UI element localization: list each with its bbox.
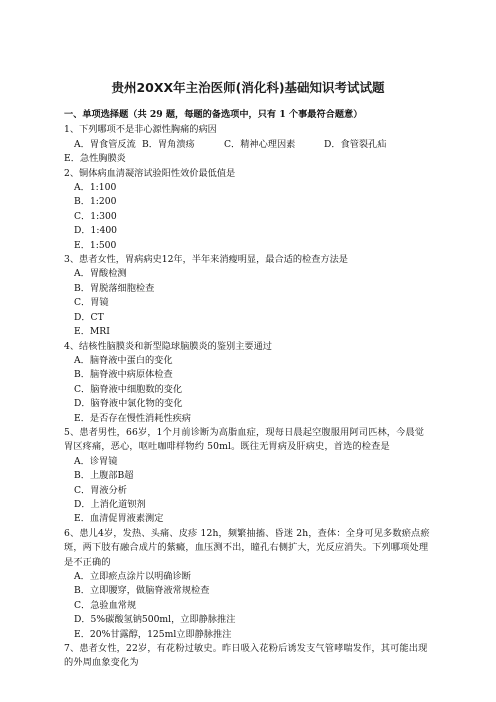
question-stem: 1、下列哪项不是非心源性胸痛的病因 bbox=[64, 124, 217, 136]
option-c: C．胃液分析 bbox=[74, 484, 127, 496]
question-stem: 3、患者女性，胃病病史12年，半年来消瘦明显，最合适的检查方法是 bbox=[64, 254, 348, 266]
question-2 bbox=[64, 167, 432, 253]
option-b: B．脑脊液中病原体检查 bbox=[74, 369, 173, 381]
option-e: E．1:500 bbox=[74, 239, 117, 251]
option-e: E．MRI bbox=[74, 326, 110, 338]
question-stem: 2、铜体病血清凝溶试验阳性效价最低值是 bbox=[64, 167, 236, 179]
option-a: A．1:100 bbox=[74, 182, 117, 194]
option-a: A．胃酸检测 bbox=[74, 268, 127, 280]
option-row bbox=[64, 138, 432, 152]
option-c: C．胃镜 bbox=[74, 297, 109, 309]
option-d: D．脑脊液中氯化物的变化 bbox=[74, 398, 183, 410]
option-d: D．CT bbox=[74, 311, 104, 323]
section-heading: 一、单项选择题（共 29 题，每题的备选项中，只有 1 个事最符合题意） bbox=[64, 109, 363, 120]
question-3 bbox=[64, 253, 432, 339]
option-d: D．1:400 bbox=[74, 225, 118, 237]
option-b: B．胃脱落细胞检查 bbox=[74, 282, 155, 294]
question-stem: 4、结核性脑膜炎和新型隐球脑膜炎的鉴别主要通过 bbox=[64, 340, 272, 352]
option-e: E．是否存在慢性消耗性疾病 bbox=[74, 412, 191, 424]
question-6 bbox=[64, 527, 432, 642]
option-b: B．立即腰穿，做脑脊液常规检查 bbox=[74, 585, 210, 597]
option-c: C．精神心理因素 bbox=[224, 138, 296, 150]
question-stem: 5、患者男性，66岁，1个月前诊断为高脂血症，现每日晨起空腹服用阿司匹林，今晨觉胃区疼痛，恶心，呕吐咖啡样物约 50ml。既往无胃病及肝病史，首选的检查是 bbox=[64, 426, 425, 453]
option-c: C．1:300 bbox=[74, 210, 117, 222]
option-d: D．5%碳酸氢钠500ml，立即静脉推注 bbox=[74, 614, 236, 626]
option-e: E．20%甘露醇，125ml立即静脉推注 bbox=[74, 628, 232, 640]
question-5 bbox=[64, 426, 432, 527]
option-d: D．食管裂孔疝 bbox=[324, 138, 387, 150]
option-b: B．胃角溃疡 bbox=[142, 138, 195, 150]
question-4 bbox=[64, 340, 432, 426]
option-e: E．急性胸膜炎 bbox=[64, 153, 126, 165]
option-a: A．立即瘀点涂片以明确诊断 bbox=[74, 571, 191, 582]
question-list bbox=[64, 108, 432, 671]
question-stem: 6、患儿4岁，发热、头痛、皮疹 12h，频繁抽搐、昏迷 2h，查体：全身可见多数瘀点瘀斑，两下肢有融合成片的紫癜，血压测不出，瞳孔右侧扩大，光反应消失。下列哪项处理是不正确的 bbox=[64, 527, 430, 568]
option-c: C．急验血常规 bbox=[74, 599, 137, 611]
option-a: A．胃食管反流 bbox=[74, 138, 136, 150]
option-a: A．诊胃镜 bbox=[74, 455, 118, 467]
option-e: E．血清促胃液素测定 bbox=[74, 513, 164, 525]
option-b: B．1:200 bbox=[74, 196, 117, 208]
option-a: A．脑脊液中蛋白的变化 bbox=[74, 354, 173, 366]
option-d: D．上消化道钡剂 bbox=[74, 498, 146, 510]
question-1 bbox=[64, 123, 432, 166]
option-b: B．上腹部B超 bbox=[74, 470, 134, 482]
document-title: 贵州20XX年主治医师(消化科)基础知识考试试题 bbox=[111, 80, 385, 95]
question-7 bbox=[64, 642, 432, 671]
question-stem: 7、患者女性，22岁，有花粉过敏史。昨日吸入花粉后诱发支气管哮喘发作，其可能出现的外周血象变化为 bbox=[64, 643, 428, 669]
option-c: C．脑脊液中细胞数的变化 bbox=[74, 383, 183, 395]
